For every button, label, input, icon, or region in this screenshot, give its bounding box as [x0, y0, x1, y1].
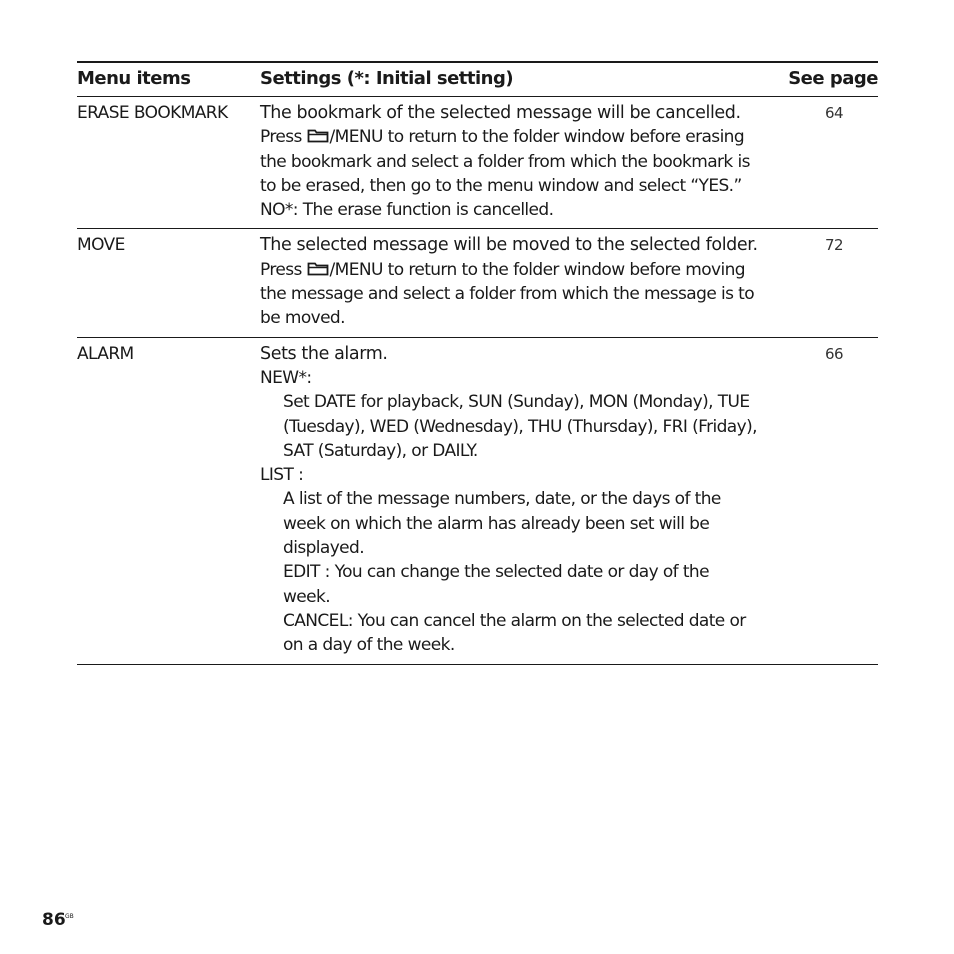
press-text: Press [260, 259, 307, 280]
list-option-label: LIST : [260, 465, 304, 486]
settings-text-line: be moved. [260, 308, 345, 329]
menu-item-move: MOVE [77, 235, 125, 256]
press-text: Press [260, 127, 307, 148]
menu-item-erase-bookmark: ERASE BOOKMARK [77, 103, 228, 123]
settings-text-line: A list of the message numbers, date, or the days of the [283, 489, 721, 510]
settings-text-line: NO*: The erase function is cancelled. [260, 200, 554, 221]
menu-instruction-text: /MENU to return to the folder window before erasing [329, 127, 745, 148]
settings-erase-bookmark [260, 97, 805, 228]
table-row-move [77, 229, 878, 337]
settings-text-line: EDIT : You can change the selected date or day of the [283, 562, 709, 583]
settings-lead-text: Sets the alarm. [260, 343, 388, 364]
header-menu-items: Menu items [77, 68, 191, 89]
settings-text-line: SAT (Saturday), or DAILY. [283, 440, 478, 461]
settings-text-line: the bookmark and select a folder from which the bookmark is [260, 151, 750, 172]
settings-text-line: (Tuesday), WED (Wednesday), THU (Thursday), FRI (Friday), [283, 416, 757, 437]
table-row-erase-bookmark [77, 97, 878, 229]
settings-text-line: CANCEL: You can cancel the alarm on the selected date or [283, 610, 746, 631]
settings-alarm [260, 338, 805, 664]
see-page-alarm: 66 [825, 344, 843, 363]
header-settings: Settings (*: Initial setting) [260, 68, 514, 89]
page-number: 86 [42, 910, 66, 930]
new-option-label: NEW*: [260, 367, 312, 388]
see-page-move: 72 [825, 236, 843, 255]
menu-settings-table [77, 61, 878, 665]
settings-move [260, 229, 805, 336]
see-page-erase-bookmark: 64 [825, 104, 843, 122]
menu-instruction-text: /MENU to return to the folder window before moving [329, 259, 745, 280]
settings-text-line: week. [283, 586, 331, 607]
menu-item-alarm: ALARM [77, 343, 134, 364]
settings-text-line: to be erased, then go to the menu window and select “YES.” [260, 175, 742, 196]
settings-text-line: on a day of the week. [283, 635, 455, 656]
folder-icon [307, 261, 329, 276]
table-row-alarm [77, 338, 878, 665]
settings-text-line: displayed. [283, 538, 365, 559]
table-header [77, 63, 878, 97]
settings-text-line: Set DATE for playback, SUN (Sunday), MON (Monday), TUE [283, 392, 750, 413]
settings-text-line [260, 258, 805, 282]
settings-lead-text: The selected message will be moved to the selected folder. [260, 235, 758, 256]
page-region-code: GB [65, 913, 74, 920]
folder-icon [307, 128, 329, 143]
header-see-page: See page [788, 68, 878, 89]
settings-lead-text: The bookmark of the selected message will be cancelled. [260, 103, 741, 123]
settings-text-line [260, 125, 805, 149]
settings-text-line: the message and select a folder from which the message is to [260, 284, 755, 305]
settings-text-line: week on which the alarm has already been set will be [283, 513, 710, 534]
